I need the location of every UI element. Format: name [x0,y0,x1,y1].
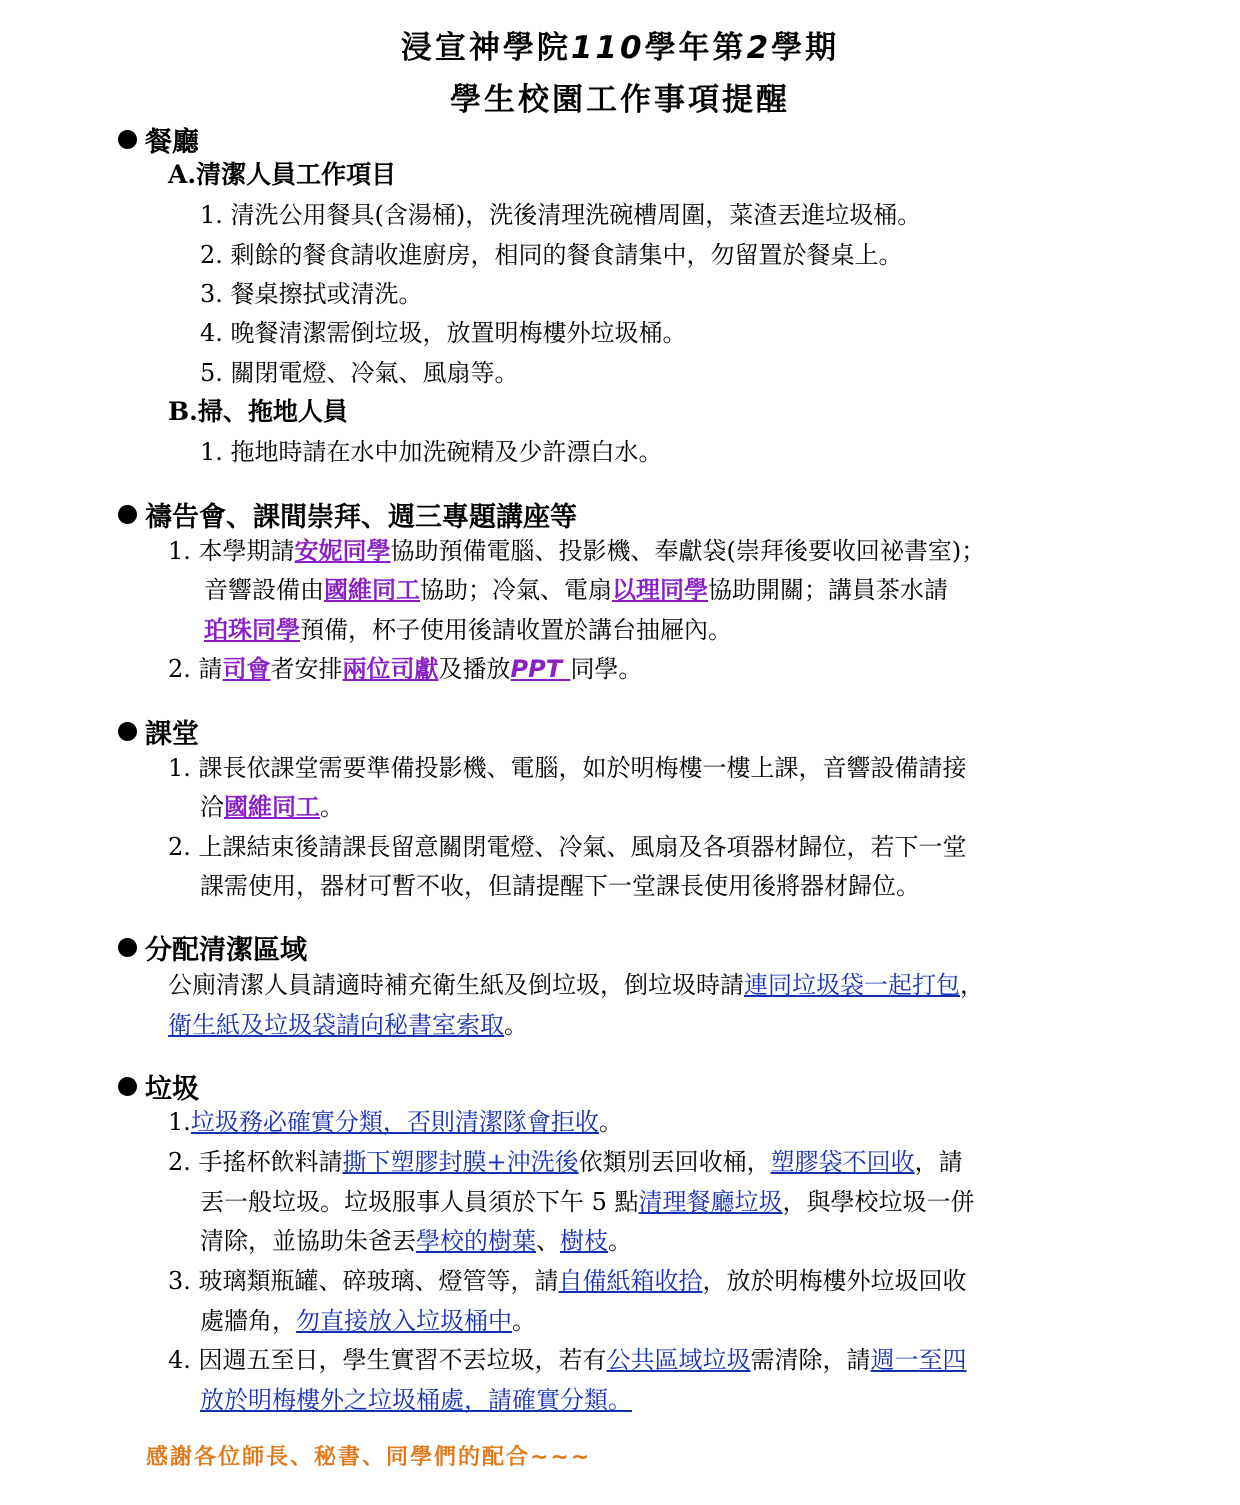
trash-item: 丟一般垃圾。垃圾服事人員須於下午 5 點清理餐廳垃圾，與學校垃圾一併 [200,1188,975,1216]
prayer-item: 2. 請司會者安排兩位司獻及播放PPT 同學。 [168,655,643,683]
classroom-item: 洽國維同工。 [200,793,344,821]
cleaning-item: 公廁清潔人員請適時補充衛生紙及倒垃圾，倒垃圾時請連同垃圾袋一起打包， [168,971,984,999]
dining-subsection-b: B.掃、拖地人員 [168,397,348,426]
classroom-item: 1. 課長依課堂需要準備投影機、電腦，如於明梅樓一樓上課，音響設備請接 [168,754,967,782]
bullet-icon [118,1077,137,1096]
bullet-icon [118,130,137,149]
trash-item: 3. 玻璃類瓶罐、碎玻璃、燈管等，請自備紙箱收拾，放於明梅樓外垃圾回收 [168,1267,967,1295]
trash-item: 放於明梅樓外之垃圾桶處，請確實分類。 [200,1386,632,1414]
thanks-note: 感謝各位師長、秘書、同學們的配合~~~ [146,1445,592,1470]
dining-item: 1. 清洗公用餐具(含湯桶)，洗後清理洗碗槽周圍，菜渣丟進垃圾桶。 [200,201,922,229]
prayer-item: 珀珠同學預備，杯子使用後請收置於講台抽屜內。 [204,616,732,644]
section-trash: 垃圾 [118,1067,199,1106]
trash-item: 處牆角，勿直接放入垃圾桶中。 [200,1307,536,1335]
trash-item: 1.垃圾務必確實分類，否則清潔隊會拒收。 [168,1108,623,1136]
document-title: 浸宣神學院110學年第2學期 [400,30,840,66]
bullet-icon [118,505,137,524]
trash-item: 清除，並協助朱爸丟學校的樹葉、樹枝。 [200,1227,632,1255]
section-prayer: 禱告會、課間崇拜、週三專題講座等 [118,495,577,534]
bullet-icon [118,938,137,957]
dining-item: 1. 拖地時請在水中加洗碗精及少許漂白水。 [200,438,663,466]
classroom-item: 2. 上課結束後請課長留意關閉電燈、冷氣、風扇及各項器材歸位，若下一堂 [168,833,967,861]
prayer-item: 1. 本學期請安妮同學協助預備電腦、投影機、奉獻袋(崇拜後要收回祕書室)； [168,537,986,565]
bullet-icon [118,722,137,741]
trash-item: 2. 手搖杯飲料請撕下塑膠封膜+沖洗後依類別丟回收桶，塑膠袋不回收，請 [168,1148,963,1176]
section-cleaning-areas: 分配清潔區域 [118,928,307,967]
cleaning-item: 衛生紙及垃圾袋請向秘書室索取。 [168,1011,528,1039]
prayer-item: 音響設備由國維同工協助；冷氣、電扇以理同學協助開關；講員茶水請 [204,576,948,604]
dining-item: 2. 剩餘的餐食請收進廚房，相同的餐食請集中，勿留置於餐桌上。 [200,241,903,269]
section-classroom: 課堂 [118,712,199,751]
dining-item: 4. 晚餐清潔需倒垃圾，放置明梅樓外垃圾桶。 [200,319,687,347]
dining-subsection-a: A.清潔人員工作項目 [168,160,397,189]
document-subtitle: 學生校園工作事項提醒 [450,82,790,118]
classroom-item: 課需使用，器材可暫不收，但請提醒下一堂課長使用後將器材歸位。 [200,872,920,900]
dining-item: 3. 餐桌擦拭或清洗。 [200,280,423,308]
section-dining: 餐廳 [118,120,199,159]
trash-item: 4. 因週五至日，學生實習不丟垃圾，若有公共區域垃圾需清除，請週一至四 [168,1346,967,1374]
dining-item: 5. 關閉電燈、冷氣、風扇等。 [200,359,519,387]
